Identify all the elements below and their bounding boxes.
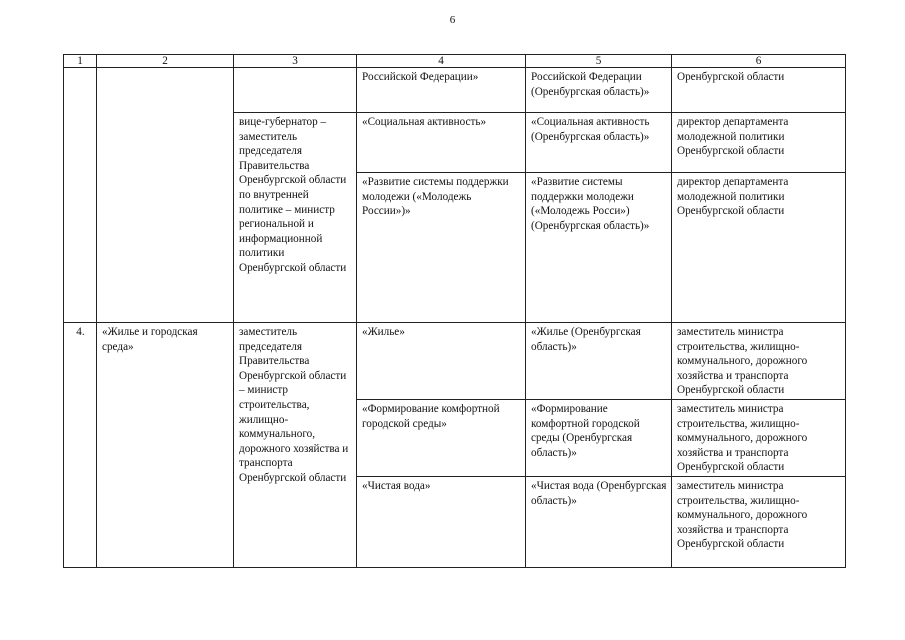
national-project-cell — [97, 68, 234, 323]
table-row — [64, 68, 846, 113]
number-cell — [64, 68, 97, 323]
responsible-cell: директор департамента молодежной политики Оренбургской области — [672, 173, 846, 323]
curator-cell: вице-губернатор – заместитель председателя Правительства Оренбургской области по внутренней политике – министр региональной и информационной политики Оренбургской области — [234, 113, 357, 323]
regional-project-cell: «Социальная активность (Оренбургская область)» — [526, 113, 672, 173]
federal-project-cell: «Формирование комфортной городской среды» — [357, 399, 526, 476]
number-cell: 4. — [64, 323, 97, 568]
federal-project-cell: Российской Федерации» — [357, 68, 526, 113]
national-project-cell: «Жилье и городская среда» — [97, 323, 234, 568]
header-cell-4: 4 — [357, 55, 526, 68]
curator-cell — [234, 68, 357, 113]
responsible-cell: заместитель министра строительства, жилищно-коммунального, дорожного хозяйства и транспорта Оренбургской области — [672, 476, 846, 567]
responsible-cell: директор департамента молодежной политики Оренбургской области — [672, 113, 846, 173]
regional-project-cell: «Чистая вода (Оренбургская область)» — [526, 476, 672, 567]
page-number: 6 — [449, 14, 456, 26]
header-row — [64, 55, 846, 68]
federal-project-cell: «Социальная активность» — [357, 113, 526, 173]
header-cell-3: 3 — [234, 55, 357, 68]
regional-project-cell: «Формирование комфортной городской среды (Оренбургская область)» — [526, 399, 672, 476]
table-row — [64, 323, 846, 400]
regional-project-cell: Российской Федерации (Оренбургская область)» — [526, 68, 672, 113]
header-cell-5: 5 — [526, 55, 672, 68]
regional-project-cell: «Развитие системы поддержки молодежи («Молодежь Росси») (Оренбургская область)» — [526, 173, 672, 323]
federal-project-cell: «Чистая вода» — [357, 476, 526, 567]
projects-table — [63, 54, 846, 568]
regional-project-cell: «Жилье (Оренбургская область)» — [526, 323, 672, 400]
federal-project-cell: «Развитие системы поддержки молодежи («Молодежь России»)» — [357, 173, 526, 323]
responsible-cell: заместитель министра строительства, жилищно-коммунального, дорожного хозяйства и транспорта Оренбургской области — [672, 399, 846, 476]
curator-cell: заместитель председателя Правительства Оренбургской области – министр строительства, жилищно-коммунального, дорожного хозяйства и транспорта Оренбургской области — [234, 323, 357, 568]
header-cell-6: 6 — [672, 55, 846, 68]
header-cell-2: 2 — [97, 55, 234, 68]
header-cell-1: 1 — [64, 55, 97, 68]
responsible-cell: заместитель министра строительства, жилищно-коммунального, дорожного хозяйства и транспорта Оренбургской области — [672, 323, 846, 400]
responsible-cell: Оренбургской области — [672, 68, 846, 113]
federal-project-cell: «Жилье» — [357, 323, 526, 400]
